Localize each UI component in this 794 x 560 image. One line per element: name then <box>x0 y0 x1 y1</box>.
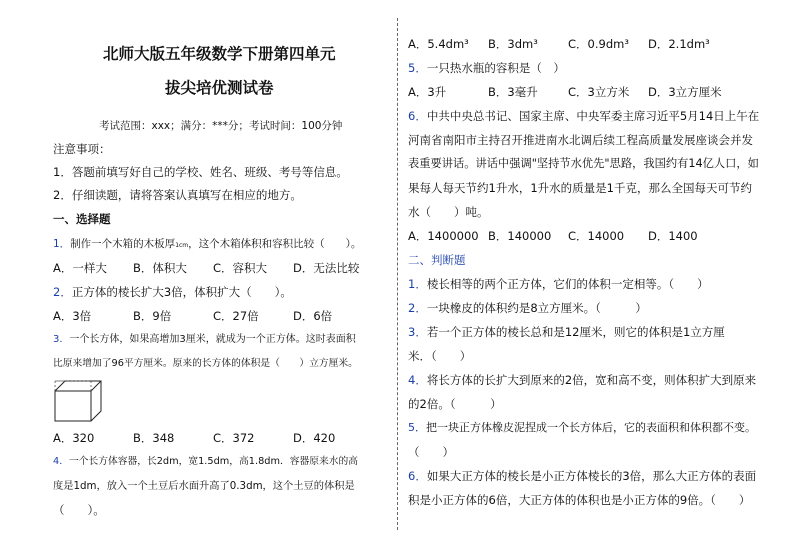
question-text: 一个长方体，如果高增加3厘米，就成为一个正方体。这时表面积 <box>69 334 356 345</box>
option-c: C．0.9dm³ <box>568 37 629 51</box>
option-a: A．1400000 <box>408 229 479 243</box>
question-6-options <box>408 228 698 244</box>
question-6-line-3: 表重要讲话。讲话中强调"坚持节水优先"思路，我国约有14亿人口，如 <box>408 157 759 170</box>
judge-5-line-1 <box>408 420 756 436</box>
question-6-line-1 <box>408 108 759 124</box>
question-number: 6． <box>408 469 427 483</box>
cuboid-figure <box>53 377 103 423</box>
question-6-line-4: 果每人每天节约1升水，1升水的质量是1千克，那么全国每天可节约 <box>408 181 752 195</box>
option-c: C．14000 <box>568 229 625 243</box>
question-2-options <box>53 308 332 324</box>
question-text: 将长方体的长扩大到原来的2倍，宽和高不变，则体积扩大到原来 <box>426 373 757 387</box>
note-item-1: 1．答题前填写好自己的学校、姓名、班级、考号等信息。 <box>53 165 348 179</box>
question-number: 5． <box>408 61 427 75</box>
question-text: 一块橡皮的体积约是8立方厘米。（ ） <box>426 301 647 315</box>
option-d: D．3立方厘米 <box>648 85 722 99</box>
judge-3-line-2: 米．（ ） <box>408 349 472 363</box>
page-subtitle: 拔尖培优测试卷 <box>165 79 274 97</box>
option-d: D．6倍 <box>293 309 333 323</box>
question-number: 3． <box>408 325 427 339</box>
question-text-rest: ，这个木箱体积和容积比较（ ）。 <box>188 238 362 250</box>
notes-heading: 注意事项： <box>53 142 111 156</box>
question-text: 如果大正方体的棱长是小正方体棱长的3倍，那么大正方体的表面 <box>426 469 757 483</box>
question-text: 棱长相等的两个正方体，它们的体积一定相等。（ ） <box>426 277 709 291</box>
question-text: 一个长方体容器，长2dm，宽1.5dm，高1.8dm．容器原来水的高 <box>68 456 358 467</box>
judge-3-line-1 <box>408 324 725 340</box>
question-number: 3． <box>53 334 70 345</box>
option-a: A．5.4dm³ <box>408 37 469 51</box>
question-text: 正方体的棱长扩大3倍，体积扩大（ ）。 <box>71 285 292 299</box>
question-6-line-2: 河南省南阳市主持召开推进南水北调后续工程高质量发展座谈会并发 <box>408 133 753 147</box>
option-a: A．3升 <box>408 85 447 99</box>
question-unit: 1cm <box>175 242 189 249</box>
question-3-line-2: 比原来增加了96平方厘米。原来的长方体的体积是（ ）立方厘米。 <box>53 358 358 369</box>
question-number: 4． <box>53 456 69 467</box>
option-a: A．320 <box>53 431 95 445</box>
question-text: 若一个正方体的棱长总和是12厘米，则它的体积是1立方厘 <box>426 325 725 339</box>
question-text: 把一块正方体橡皮泥捏成一个长方体后，它的表面积和体积都不变。 <box>426 421 756 434</box>
question-number: 2． <box>53 285 72 299</box>
option-b: B．体积大 <box>133 261 187 275</box>
question-1 <box>53 236 361 254</box>
option-d: D．无法比较 <box>293 261 360 275</box>
section-judge-title: 二、判断题 <box>408 253 466 267</box>
question-number: 4． <box>408 373 427 387</box>
judge-5-line-2: （ ） <box>408 445 454 459</box>
option-a: A．一样大 <box>53 261 107 275</box>
question-number: 1． <box>53 238 71 250</box>
question-text: 一只热水瓶的容积是（ ） <box>426 61 565 75</box>
question-4-line-1 <box>53 454 358 470</box>
judge-4-line-1 <box>408 372 756 388</box>
judge-1 <box>408 276 709 292</box>
judge-2 <box>408 300 647 316</box>
option-d: D．420 <box>293 431 336 445</box>
option-b: B．3dm³ <box>488 37 538 51</box>
column-divider <box>397 18 398 530</box>
page-title: 北师大版五年级数学下册第四单元 <box>103 45 336 63</box>
question-4-line-2: 度是1dm，放入一个土豆后水面升高了0.3dm，这个土豆的体积是 <box>53 480 355 492</box>
option-a: A．3倍 <box>53 309 92 323</box>
question-number: 6． <box>408 109 427 123</box>
question-4-options <box>408 36 710 52</box>
question-text: 中共中央总书记、国家主席、中央军委主席习近平5月14日上午在 <box>426 109 760 123</box>
question-6-line-5: 水（ ）吨。 <box>408 205 489 219</box>
option-d: D．1400 <box>648 229 698 243</box>
note-item-2: 2．仔细读题，请将答案认真填写在相应的地方。 <box>53 188 302 202</box>
question-5 <box>408 60 565 76</box>
question-3-options <box>53 430 335 446</box>
option-b: B．3毫升 <box>488 85 538 99</box>
option-d: D．2.1dm³ <box>648 37 710 51</box>
question-number: 2． <box>408 301 427 315</box>
exam-info: 考试范围：xxx；满分：***分；考试时间：100分钟 <box>99 120 343 132</box>
section-choice-title: 一、选择题 <box>53 212 111 226</box>
question-text: 制作一个木箱的木板厚 <box>70 238 176 250</box>
judge-6-line-1 <box>408 468 756 484</box>
question-number: 5． <box>408 421 426 434</box>
judge-4-line-2: 的2倍。（ ） <box>408 397 502 411</box>
option-c: C．27倍 <box>213 309 259 323</box>
option-c: C．3立方米 <box>568 85 630 99</box>
option-c: C．容积大 <box>213 261 268 275</box>
question-1-options <box>53 260 359 276</box>
question-5-options <box>408 84 722 100</box>
question-4-line-3: （ ）。 <box>53 503 105 517</box>
option-b: B．348 <box>133 431 175 445</box>
option-c: C．372 <box>213 431 255 445</box>
question-2 <box>53 284 292 300</box>
question-number: 1． <box>408 277 427 291</box>
option-b: B．140000 <box>488 229 552 243</box>
option-b: B．9倍 <box>133 309 172 323</box>
question-3-line-1 <box>53 332 356 348</box>
judge-6-line-2: 积是小正方体的6倍，大正方体的体积也是小正方体的9倍。（ ） <box>408 493 751 507</box>
